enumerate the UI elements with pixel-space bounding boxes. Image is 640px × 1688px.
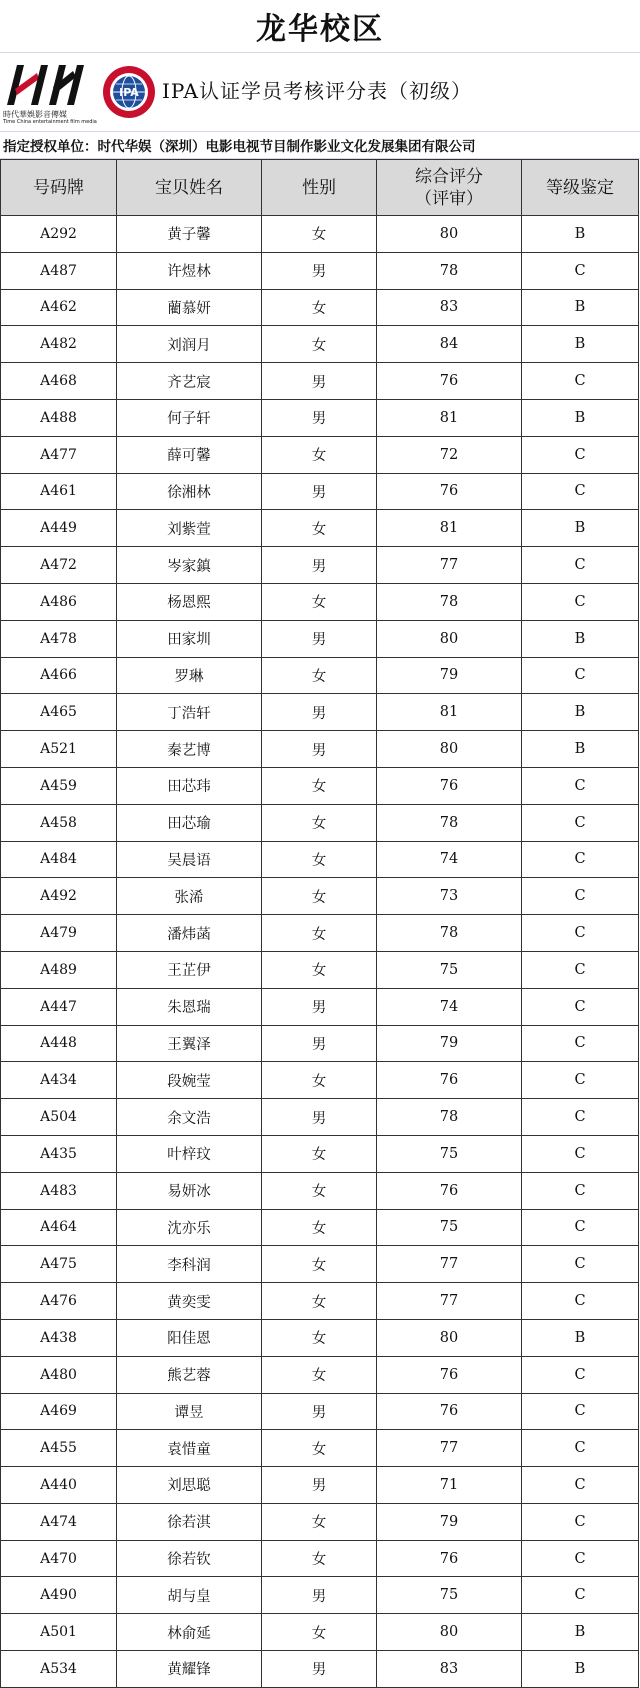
cell-score: 76	[377, 473, 522, 510]
cell-gender: 女	[262, 915, 377, 952]
table-row	[1, 289, 639, 326]
table-row	[1, 583, 639, 620]
table-row	[1, 252, 639, 289]
cell-gender: 女	[262, 657, 377, 694]
cell-name: 胡与皇	[117, 1577, 262, 1614]
cell-score: 78	[377, 252, 522, 289]
cell-grade: B	[522, 399, 639, 436]
cell-grade: C	[522, 1540, 639, 1577]
cell-gender: 女	[262, 878, 377, 915]
table-row	[1, 878, 639, 915]
cell-name: 王芷伊	[117, 951, 262, 988]
cell-score: 73	[377, 878, 522, 915]
table-row	[1, 767, 639, 804]
cell-gender: 女	[262, 1172, 377, 1209]
table-row	[1, 657, 639, 694]
cell-name: 刘思聪	[117, 1467, 262, 1504]
cell-gender: 女	[262, 436, 377, 473]
cell-grade: C	[522, 1135, 639, 1172]
cell-grade: C	[522, 767, 639, 804]
table-row	[1, 1283, 639, 1320]
cell-gender: 女	[262, 289, 377, 326]
col-header-name: 宝贝姓名	[117, 160, 262, 216]
table-row	[1, 1246, 639, 1283]
sheet-title: IPA认证学员考核评分表（初级）	[162, 79, 472, 103]
cell-name: 易妍冰	[117, 1172, 262, 1209]
cell-name: 阳佳恩	[117, 1319, 262, 1356]
cell-grade: C	[522, 1172, 639, 1209]
cell-name: 段婉莹	[117, 1062, 262, 1099]
table-row	[1, 1135, 639, 1172]
cell-score: 80	[377, 216, 522, 253]
table-row	[1, 1430, 639, 1467]
cell-number: A448	[1, 1025, 117, 1062]
cell-number: A484	[1, 841, 117, 878]
table-row	[1, 988, 639, 1025]
cell-gender: 女	[262, 767, 377, 804]
cell-number: A479	[1, 915, 117, 952]
cell-grade: C	[522, 1430, 639, 1467]
cell-grade: C	[522, 988, 639, 1025]
cell-score: 77	[377, 1430, 522, 1467]
ipa-logo-text: IPA	[119, 86, 139, 99]
cell-name: 田家圳	[117, 620, 262, 657]
cell-name: 杨恩熙	[117, 583, 262, 620]
cell-gender: 女	[262, 1614, 377, 1651]
cell-name: 谭昱	[117, 1393, 262, 1430]
cell-gender: 男	[262, 1577, 377, 1614]
col-header-score	[377, 160, 522, 216]
cell-score: 81	[377, 694, 522, 731]
cell-score: 75	[377, 1135, 522, 1172]
cell-name: 沈亦乐	[117, 1209, 262, 1246]
cell-gender: 男	[262, 731, 377, 768]
cell-number: A464	[1, 1209, 117, 1246]
table-row	[1, 1062, 639, 1099]
cell-score: 76	[377, 1540, 522, 1577]
cell-grade: C	[522, 436, 639, 473]
cell-gender: 女	[262, 1356, 377, 1393]
cell-grade: B	[522, 1319, 639, 1356]
cell-number: A292	[1, 216, 117, 253]
table-row	[1, 547, 639, 584]
cell-score: 80	[377, 1614, 522, 1651]
cell-score: 79	[377, 657, 522, 694]
cell-gender: 女	[262, 1319, 377, 1356]
cell-score: 75	[377, 1209, 522, 1246]
cell-name: 田芯瑜	[117, 804, 262, 841]
cell-number: A478	[1, 620, 117, 657]
cell-score: 76	[377, 1172, 522, 1209]
cell-number: A489	[1, 951, 117, 988]
cell-score: 78	[377, 804, 522, 841]
cell-grade: C	[522, 804, 639, 841]
cell-number: A480	[1, 1356, 117, 1393]
table-row	[1, 620, 639, 657]
table-row	[1, 951, 639, 988]
cell-score: 80	[377, 1319, 522, 1356]
cell-number: A462	[1, 289, 117, 326]
cell-score: 78	[377, 915, 522, 952]
cell-grade: C	[522, 252, 639, 289]
cell-score: 77	[377, 1283, 522, 1320]
cell-name: 刘润月	[117, 326, 262, 363]
cell-name: 田芯玮	[117, 767, 262, 804]
cell-name: 罗琳	[117, 657, 262, 694]
cell-name: 丁浩轩	[117, 694, 262, 731]
cell-gender: 女	[262, 1209, 377, 1246]
cell-number: A483	[1, 1172, 117, 1209]
table-row	[1, 1099, 639, 1136]
cell-gender: 男	[262, 620, 377, 657]
cell-name: 袁惜童	[117, 1430, 262, 1467]
cell-gender: 男	[262, 1025, 377, 1062]
cell-gender: 女	[262, 804, 377, 841]
cell-number: A466	[1, 657, 117, 694]
cell-name: 叶梓玟	[117, 1135, 262, 1172]
cell-number: A488	[1, 399, 117, 436]
cell-number: A490	[1, 1577, 117, 1614]
cell-grade: C	[522, 841, 639, 878]
col-header-number: 号码牌	[1, 160, 117, 216]
cell-number: A501	[1, 1614, 117, 1651]
table-row	[1, 326, 639, 363]
cell-gender: 女	[262, 1430, 377, 1467]
cell-gender: 男	[262, 988, 377, 1025]
cell-number: A477	[1, 436, 117, 473]
cell-number: A534	[1, 1651, 117, 1688]
table-row	[1, 1467, 639, 1504]
cell-name: 黄耀锋	[117, 1651, 262, 1688]
table-row	[1, 510, 639, 547]
cell-score: 76	[377, 1356, 522, 1393]
table-row	[1, 473, 639, 510]
cell-grade: C	[522, 473, 639, 510]
table-row	[1, 1540, 639, 1577]
logo-caption-cn: 時代華娛影音傳媒	[3, 110, 67, 119]
table-row	[1, 1651, 639, 1688]
cell-gender: 女	[262, 510, 377, 547]
organization-line: 指定授权单位：时代华娱（深圳）电影电视节目制作影业文化发展集团有限公司	[0, 132, 640, 159]
cell-grade: C	[522, 1099, 639, 1136]
cell-grade: C	[522, 547, 639, 584]
cell-number: A474	[1, 1503, 117, 1540]
cell-grade: C	[522, 1025, 639, 1062]
cell-gender: 男	[262, 1467, 377, 1504]
cell-grade: C	[522, 915, 639, 952]
cell-number: A465	[1, 694, 117, 731]
col-header-score-line1: 综合评分	[415, 166, 483, 187]
report-header	[0, 53, 640, 132]
cell-score: 78	[377, 583, 522, 620]
cell-name: 王翼泽	[117, 1025, 262, 1062]
cell-score: 76	[377, 767, 522, 804]
ipa-logo	[102, 65, 156, 119]
cell-gender: 男	[262, 363, 377, 400]
table-row	[1, 694, 639, 731]
table-row	[1, 1319, 639, 1356]
cell-gender: 女	[262, 583, 377, 620]
cell-grade: B	[522, 620, 639, 657]
cell-grade: C	[522, 363, 639, 400]
cell-name: 许煜林	[117, 252, 262, 289]
cell-gender: 男	[262, 473, 377, 510]
cell-grade: B	[522, 216, 639, 253]
cell-name: 何子轩	[117, 399, 262, 436]
table-row	[1, 216, 639, 253]
cell-score: 79	[377, 1025, 522, 1062]
score-table	[0, 159, 639, 1688]
cell-number: A447	[1, 988, 117, 1025]
cell-grade: B	[522, 1651, 639, 1688]
cell-score: 76	[377, 363, 522, 400]
table-row	[1, 915, 639, 952]
cell-name: 林俞延	[117, 1614, 262, 1651]
cell-name: 潘炜菡	[117, 915, 262, 952]
col-header-gender: 性别	[262, 160, 377, 216]
cell-grade: B	[522, 694, 639, 731]
cell-name: 吴晨语	[117, 841, 262, 878]
table-row	[1, 804, 639, 841]
logo-caption-en: Time China entertainment film media	[3, 119, 97, 125]
cell-gender: 女	[262, 951, 377, 988]
cell-number: A521	[1, 731, 117, 768]
cell-grade: C	[522, 1467, 639, 1504]
cell-gender: 女	[262, 1283, 377, 1320]
cell-gender: 女	[262, 326, 377, 363]
cell-grade: C	[522, 1577, 639, 1614]
cell-number: A504	[1, 1099, 117, 1136]
table-row	[1, 1614, 639, 1651]
cell-grade: B	[522, 326, 639, 363]
cell-grade: C	[522, 951, 639, 988]
cell-score: 83	[377, 289, 522, 326]
cell-grade: C	[522, 1356, 639, 1393]
cell-name: 徐若钦	[117, 1540, 262, 1577]
time-china-logo	[3, 59, 97, 125]
cell-number: A438	[1, 1319, 117, 1356]
cell-name: 齐艺宸	[117, 363, 262, 400]
table-row	[1, 1025, 639, 1062]
cell-number: A434	[1, 1062, 117, 1099]
table-row	[1, 731, 639, 768]
cell-score: 76	[377, 1393, 522, 1430]
cell-score: 80	[377, 731, 522, 768]
cell-number: A458	[1, 804, 117, 841]
cell-number: A459	[1, 767, 117, 804]
cell-name: 秦艺博	[117, 731, 262, 768]
table-row	[1, 1172, 639, 1209]
cell-score: 77	[377, 547, 522, 584]
cell-score: 71	[377, 1467, 522, 1504]
cell-score: 81	[377, 510, 522, 547]
cell-grade: C	[522, 1246, 639, 1283]
cell-grade: C	[522, 1062, 639, 1099]
cell-gender: 女	[262, 1503, 377, 1540]
cell-name: 李科润	[117, 1246, 262, 1283]
page-title: 龙华校区	[0, 0, 640, 53]
cell-score: 81	[377, 399, 522, 436]
cell-name: 徐湘林	[117, 473, 262, 510]
cell-name: 藺慕妍	[117, 289, 262, 326]
table-row	[1, 363, 639, 400]
cell-number: A461	[1, 473, 117, 510]
cell-gender: 女	[262, 1135, 377, 1172]
cell-number: A476	[1, 1283, 117, 1320]
cell-grade: C	[522, 878, 639, 915]
cell-gender: 男	[262, 694, 377, 731]
cell-score: 74	[377, 841, 522, 878]
cell-gender: 男	[262, 1651, 377, 1688]
table-row	[1, 1393, 639, 1430]
cell-score: 74	[377, 988, 522, 1025]
cell-name: 薛可馨	[117, 436, 262, 473]
cell-gender: 男	[262, 547, 377, 584]
cell-number: A435	[1, 1135, 117, 1172]
cell-grade: C	[522, 1209, 639, 1246]
cell-score: 76	[377, 1062, 522, 1099]
cell-gender: 女	[262, 216, 377, 253]
cell-grade: B	[522, 510, 639, 547]
table-row	[1, 436, 639, 473]
table-row	[1, 841, 639, 878]
cell-gender: 男	[262, 252, 377, 289]
cell-score: 77	[377, 1246, 522, 1283]
cell-score: 72	[377, 436, 522, 473]
cell-number: A482	[1, 326, 117, 363]
cell-gender: 女	[262, 1540, 377, 1577]
ipa-globe-icon	[102, 65, 156, 119]
cell-name: 熊艺蓉	[117, 1356, 262, 1393]
table-row	[1, 399, 639, 436]
table-row	[1, 1356, 639, 1393]
cell-score: 83	[377, 1651, 522, 1688]
cell-name: 刘紫萱	[117, 510, 262, 547]
cell-name: 黄奕雯	[117, 1283, 262, 1320]
cell-name: 朱恩瑞	[117, 988, 262, 1025]
cell-score: 75	[377, 951, 522, 988]
cell-number: A468	[1, 363, 117, 400]
cell-score: 84	[377, 326, 522, 363]
cell-score: 80	[377, 620, 522, 657]
cell-gender: 男	[262, 1099, 377, 1136]
table-row	[1, 1503, 639, 1540]
cell-number: A469	[1, 1393, 117, 1430]
cell-score: 79	[377, 1503, 522, 1540]
cell-name: 黄子馨	[117, 216, 262, 253]
cell-grade: B	[522, 1614, 639, 1651]
cell-name: 张浠	[117, 878, 262, 915]
cell-number: A486	[1, 583, 117, 620]
hn-logo-icon	[3, 59, 85, 109]
cell-grade: C	[522, 657, 639, 694]
cell-gender: 男	[262, 1393, 377, 1430]
cell-name: 徐若淇	[117, 1503, 262, 1540]
cell-gender: 女	[262, 1062, 377, 1099]
cell-gender: 女	[262, 841, 377, 878]
cell-score: 75	[377, 1577, 522, 1614]
cell-number: A472	[1, 547, 117, 584]
table-row	[1, 1577, 639, 1614]
cell-grade: B	[522, 289, 639, 326]
col-header-score-line2: （评审）	[415, 188, 483, 209]
cell-grade: C	[522, 1283, 639, 1320]
cell-grade: C	[522, 1393, 639, 1430]
cell-grade: C	[522, 1503, 639, 1540]
cell-number: A470	[1, 1540, 117, 1577]
cell-name: 余文浩	[117, 1099, 262, 1136]
cell-number: A492	[1, 878, 117, 915]
cell-number: A449	[1, 510, 117, 547]
cell-gender: 女	[262, 1246, 377, 1283]
cell-number: A455	[1, 1430, 117, 1467]
table-header-row	[1, 160, 639, 216]
cell-number: A487	[1, 252, 117, 289]
col-header-grade: 等级鉴定	[522, 160, 639, 216]
cell-name: 岑家鎮	[117, 547, 262, 584]
cell-grade: B	[522, 731, 639, 768]
cell-grade: C	[522, 583, 639, 620]
cell-score: 78	[377, 1099, 522, 1136]
table-row	[1, 1209, 639, 1246]
cell-gender: 男	[262, 399, 377, 436]
cell-number: A440	[1, 1467, 117, 1504]
cell-number: A475	[1, 1246, 117, 1283]
